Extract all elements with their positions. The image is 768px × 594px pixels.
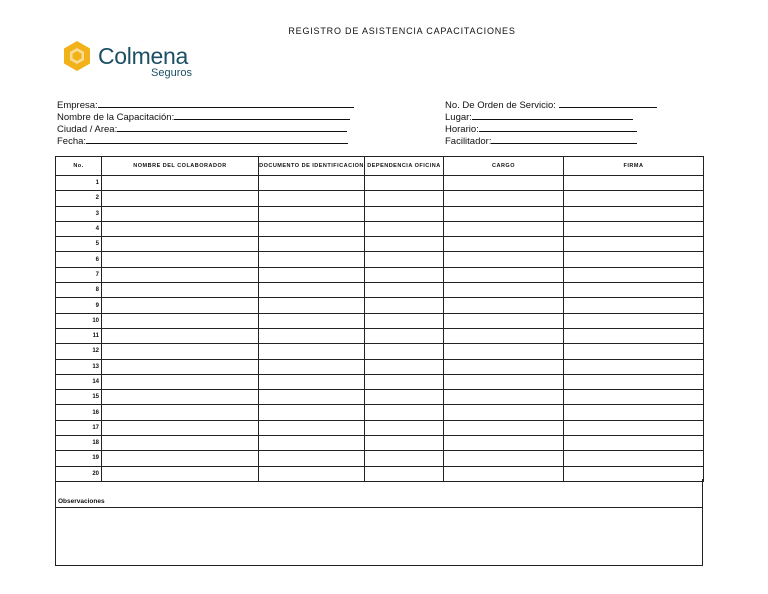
table-cell[interactable] [564, 374, 704, 389]
field-label: Lugar: [445, 112, 472, 123]
table-cell[interactable] [259, 206, 365, 221]
table-cell[interactable] [564, 344, 704, 359]
table-cell[interactable] [444, 191, 564, 206]
row-number: 17 [56, 420, 102, 435]
table-row [56, 405, 704, 420]
table-cell[interactable] [564, 359, 704, 374]
table-cell[interactable] [365, 374, 444, 389]
table-row [56, 221, 704, 236]
table-cell[interactable] [259, 451, 365, 466]
table-cell[interactable] [444, 237, 564, 252]
table-row [56, 283, 704, 298]
table-cell[interactable] [259, 374, 365, 389]
table-cell[interactable] [365, 191, 444, 206]
table-cell[interactable] [564, 451, 704, 466]
table-cell[interactable] [564, 328, 704, 343]
field-line[interactable] [117, 122, 347, 132]
row-number: 15 [56, 390, 102, 405]
field-label: Empresa: [57, 100, 98, 111]
table-cell[interactable] [444, 359, 564, 374]
table-cell[interactable] [102, 451, 259, 466]
table-cell[interactable] [259, 328, 365, 343]
table-cell[interactable] [444, 390, 564, 405]
table-cell[interactable] [365, 206, 444, 221]
table-cell[interactable] [259, 436, 365, 451]
row-number: 6 [56, 252, 102, 267]
table-cell[interactable] [444, 298, 564, 313]
table-row [56, 451, 704, 466]
attendance-table [55, 156, 704, 482]
table-cell[interactable] [365, 390, 444, 405]
row-number: 18 [56, 436, 102, 451]
table-cell[interactable] [564, 313, 704, 328]
table-cell[interactable] [564, 176, 704, 191]
field-label: Fecha: [57, 136, 87, 147]
table-cell[interactable] [365, 420, 444, 435]
table-row [56, 252, 704, 267]
row-number: 14 [56, 374, 102, 389]
row-number: 5 [56, 237, 102, 252]
table-cell[interactable] [259, 420, 365, 435]
table-cell[interactable] [365, 328, 444, 343]
table-cell[interactable] [259, 359, 365, 374]
table-row [56, 206, 704, 221]
table-cell[interactable] [102, 298, 259, 313]
row-number: 20 [56, 466, 102, 481]
table-row [56, 313, 704, 328]
field-label: Nombre de la Capacitación: [57, 112, 175, 123]
table-cell[interactable] [444, 374, 564, 389]
field-label: Ciudad / Area: [57, 124, 118, 135]
field-facilitador[interactable] [445, 134, 657, 146]
field-line[interactable] [174, 110, 350, 120]
table-cell[interactable] [259, 283, 365, 298]
field-line[interactable] [479, 122, 637, 132]
table-cell[interactable] [444, 344, 564, 359]
row-number: 19 [56, 451, 102, 466]
table-cell[interactable] [444, 221, 564, 236]
table-header-cell: CARGO [444, 157, 564, 176]
field-horario[interactable] [445, 122, 657, 134]
table-cell[interactable] [259, 405, 365, 420]
table-cell[interactable] [365, 344, 444, 359]
table-cell[interactable] [102, 313, 259, 328]
table-cell[interactable] [444, 420, 564, 435]
table-cell[interactable] [365, 298, 444, 313]
table-cell[interactable] [444, 451, 564, 466]
row-number: 9 [56, 298, 102, 313]
table-cell[interactable] [102, 359, 259, 374]
table-cell[interactable] [564, 298, 704, 313]
table-body [56, 176, 704, 482]
table-cell[interactable] [259, 344, 365, 359]
table-row [56, 298, 704, 313]
field-line[interactable] [98, 98, 354, 108]
table-cell[interactable] [259, 390, 365, 405]
table-cell[interactable] [444, 405, 564, 420]
table-cell[interactable] [365, 221, 444, 236]
table-cell[interactable] [365, 313, 444, 328]
table-cell[interactable] [102, 405, 259, 420]
table-cell[interactable] [102, 191, 259, 206]
table-row [56, 267, 704, 282]
table-cell[interactable] [365, 252, 444, 267]
form-title: REGISTRO DE ASISTENCIA CAPACITACIONES [288, 26, 516, 36]
field-nombre-capacitacion[interactable] [57, 110, 354, 122]
table-cell[interactable] [444, 328, 564, 343]
table-cell[interactable] [564, 436, 704, 451]
table-cell[interactable] [564, 267, 704, 282]
observations-section [55, 479, 703, 566]
table-header-row [56, 157, 704, 176]
row-number: 7 [56, 267, 102, 282]
table-cell[interactable] [259, 298, 365, 313]
table-cell[interactable] [102, 420, 259, 435]
table-cell[interactable] [102, 206, 259, 221]
table-cell[interactable] [102, 252, 259, 267]
table-cell[interactable] [444, 252, 564, 267]
table-cell[interactable] [564, 420, 704, 435]
table-cell[interactable] [365, 436, 444, 451]
table-cell[interactable] [259, 252, 365, 267]
field-ciudad-area[interactable] [57, 122, 354, 134]
row-number: 16 [56, 405, 102, 420]
table-header-cell: NOMBRE DEL COLABORADOR [102, 157, 259, 176]
field-fecha[interactable] [57, 134, 354, 146]
table-row [56, 344, 704, 359]
field-line[interactable] [472, 110, 633, 120]
table-cell[interactable] [102, 390, 259, 405]
field-orden-servicio[interactable] [445, 98, 657, 110]
table-row [56, 191, 704, 206]
table-row [56, 359, 704, 374]
row-number: 13 [56, 359, 102, 374]
table-cell[interactable] [564, 405, 704, 420]
table-header-cell: DOCUMENTO DE IDENTIFICACION [259, 157, 365, 176]
field-label: Horario: [445, 124, 479, 135]
table-cell[interactable] [259, 237, 365, 252]
table-cell[interactable] [564, 191, 704, 206]
table-cell[interactable] [102, 283, 259, 298]
table-cell[interactable] [102, 344, 259, 359]
table-cell[interactable] [365, 283, 444, 298]
table-row [56, 374, 704, 389]
table-header-cell: DEPENDENCIA OFICINA [365, 157, 444, 176]
logo-sub-text: Seguros [151, 67, 192, 79]
fields-left [57, 98, 354, 146]
table-cell[interactable] [444, 267, 564, 282]
row-number: 11 [56, 328, 102, 343]
field-line[interactable] [559, 98, 657, 108]
row-number: 4 [56, 221, 102, 236]
table-cell[interactable] [102, 374, 259, 389]
table-cell[interactable] [444, 206, 564, 221]
table-cell[interactable] [102, 221, 259, 236]
table-cell[interactable] [102, 237, 259, 252]
table-cell[interactable] [102, 328, 259, 343]
table-cell[interactable] [444, 176, 564, 191]
table-cell[interactable] [444, 313, 564, 328]
field-label: Facilitador: [445, 136, 492, 147]
table-cell[interactable] [564, 206, 704, 221]
row-number: 12 [56, 344, 102, 359]
table-row [56, 436, 704, 451]
table-row [56, 328, 704, 343]
observations-divider [56, 507, 702, 508]
field-label: No. De Orden de Servicio: [445, 100, 556, 111]
table-cell[interactable] [365, 267, 444, 282]
table-cell[interactable] [259, 191, 365, 206]
field-line[interactable] [86, 134, 348, 144]
table-cell[interactable] [564, 221, 704, 236]
field-line[interactable] [491, 134, 637, 144]
logo-brand-text: Colmena [98, 43, 188, 69]
table-cell[interactable] [365, 405, 444, 420]
fields-right [445, 98, 657, 146]
row-number: 8 [56, 283, 102, 298]
table-cell[interactable] [444, 283, 564, 298]
field-lugar[interactable] [445, 110, 657, 122]
table-header-cell: FIRMA [564, 157, 704, 176]
table-cell[interactable] [259, 176, 365, 191]
table-cell[interactable] [365, 451, 444, 466]
table-cell[interactable] [564, 252, 704, 267]
table-row [56, 420, 704, 435]
row-number: 1 [56, 176, 102, 191]
table-cell[interactable] [564, 237, 704, 252]
hexagon-logo-icon [62, 40, 92, 72]
table-cell[interactable] [365, 176, 444, 191]
table-cell[interactable] [102, 176, 259, 191]
table-cell[interactable] [102, 436, 259, 451]
table-cell[interactable] [259, 221, 365, 236]
table-cell[interactable] [259, 267, 365, 282]
observations-label: Observaciones [58, 498, 105, 505]
table-row [56, 176, 704, 191]
table-cell[interactable] [444, 436, 564, 451]
table-row [56, 237, 704, 252]
row-number: 3 [56, 206, 102, 221]
field-empresa[interactable] [57, 98, 354, 110]
table-cell[interactable] [365, 237, 444, 252]
table-row [56, 390, 704, 405]
row-number: 2 [56, 191, 102, 206]
table-cell[interactable] [564, 283, 704, 298]
table-cell[interactable] [564, 390, 704, 405]
table-header-cell: No. [56, 157, 102, 176]
table-cell[interactable] [259, 313, 365, 328]
row-number: 10 [56, 313, 102, 328]
table-cell[interactable] [102, 267, 259, 282]
table-cell[interactable] [365, 359, 444, 374]
